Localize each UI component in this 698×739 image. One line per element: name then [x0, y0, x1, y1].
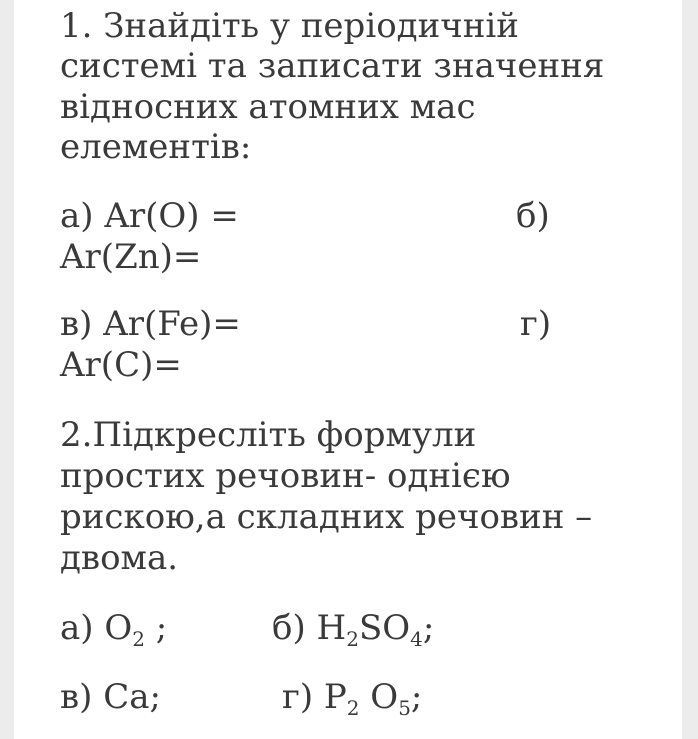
task2-line-4: двома.: [60, 538, 179, 578]
task1-item-a: а) Ar(O) =: [60, 196, 239, 236]
task2-item-g-mid: O: [359, 677, 399, 717]
task2-item-g-suffix: ;: [410, 677, 423, 717]
task2-item-g-subscript-2: 5: [398, 696, 411, 720]
task1-item-b-letter: б): [516, 196, 550, 236]
task1-item-v: в) Ar(Fe)=: [60, 304, 241, 344]
task2-item-a-subscript: 2: [132, 627, 145, 651]
task2-item-a-prefix: а) O: [60, 608, 133, 648]
task1-item-g-letter: г): [520, 304, 552, 344]
task2-line-1: 2.Підкресліть формули: [60, 415, 477, 455]
task1-line-1: 1. Знайдіть у періодичній: [60, 6, 519, 46]
task1-line-3: відносних атомних мас: [60, 87, 476, 127]
task2-item-b-prefix: б) H: [272, 608, 347, 648]
task2-item-b: [272, 608, 435, 651]
document-page: [14, 0, 682, 739]
task1-line-4: елементів:: [60, 127, 252, 167]
task2-item-a-suffix: ;: [144, 608, 168, 648]
task1-line-2: системі та записати значення: [60, 46, 605, 86]
task2-item-b-mid: SO: [358, 608, 411, 648]
task2-item-g-prefix: г) P: [282, 677, 347, 717]
task2-item-g-subscript-1: 2: [346, 696, 360, 720]
task1-item-g-value: Ar(C)=: [60, 345, 182, 385]
task2-line-3: рискою,а складних речовин –: [60, 497, 593, 537]
task2-item-g: [282, 677, 423, 720]
task1-item-b-value: Ar(Zn)=: [60, 237, 202, 277]
task2-line-2: простих речовин- однією: [60, 456, 511, 496]
task2-item-v: в) Ca;: [60, 677, 161, 717]
task2-item-b-suffix: ;: [422, 608, 435, 648]
task2-item-a: [60, 608, 168, 651]
task2-item-b-subscript-2: 4: [410, 627, 423, 651]
task2-item-b-subscript-1: 2: [346, 627, 359, 651]
